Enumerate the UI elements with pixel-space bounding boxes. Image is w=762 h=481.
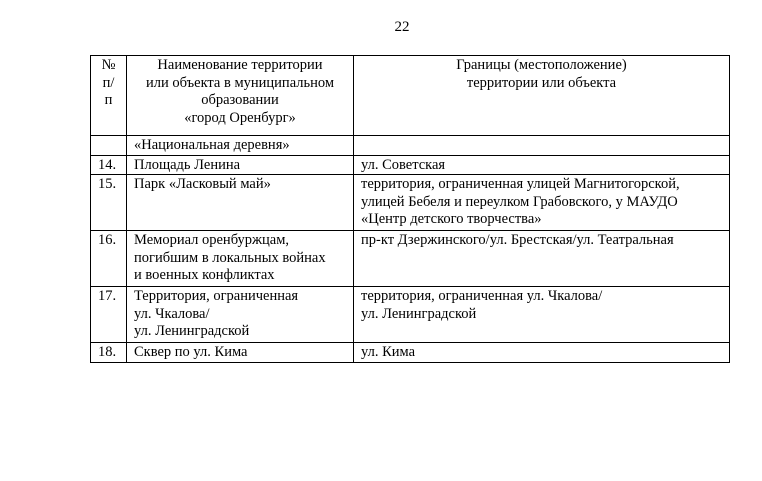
header-territory-name: Наименование территории или объекта в муниципальном образовании «город Оренбург» [127,56,354,136]
row-boundaries: территория, ограниченная улицей Магнитогорской, улицей Бебеля и переулком Грабовского, у МАУДО «Центр детского творчества» [354,175,730,231]
table-row [91,231,730,287]
row-boundaries: ул. Кима [354,343,730,363]
row-boundaries [354,136,730,156]
row-boundaries: ул. Советская [354,155,730,175]
row-number [91,136,127,156]
row-number: 14. [91,155,127,175]
row-number: 15. [91,175,127,231]
row-territory-name: Сквер по ул. Кима [127,343,354,363]
row-territory-name: Парк «Ласковый май» [127,175,354,231]
table-row [91,343,730,363]
row-territory-name: Территория, ограниченная ул. Чкалова/ ул. Ленинградской [127,287,354,343]
header-boundaries: Границы (местоположение) территории или объекта [354,56,730,136]
row-boundaries: пр-кт Дзержинского/ул. Брестская/ул. Театральная [354,231,730,287]
row-territory-name: «Национальная деревня» [127,136,354,156]
territory-table [90,55,730,363]
row-territory-name: Мемориал оренбуржцам, погибшим в локальных войнах и военных конфликтах [127,231,354,287]
row-number: 16. [91,231,127,287]
row-number: 17. [91,287,127,343]
row-territory-name: Площадь Ленина [127,155,354,175]
header-number: № п/ п [91,56,127,136]
page-number: 22 [394,19,410,35]
table-row [91,287,730,343]
row-number: 18. [91,343,127,363]
table-row [91,175,730,231]
table-header-row [91,56,730,136]
table-row [91,136,730,156]
table-row [91,155,730,175]
row-boundaries: территория, ограниченная ул. Чкалова/ ул. Ленинградской [354,287,730,343]
